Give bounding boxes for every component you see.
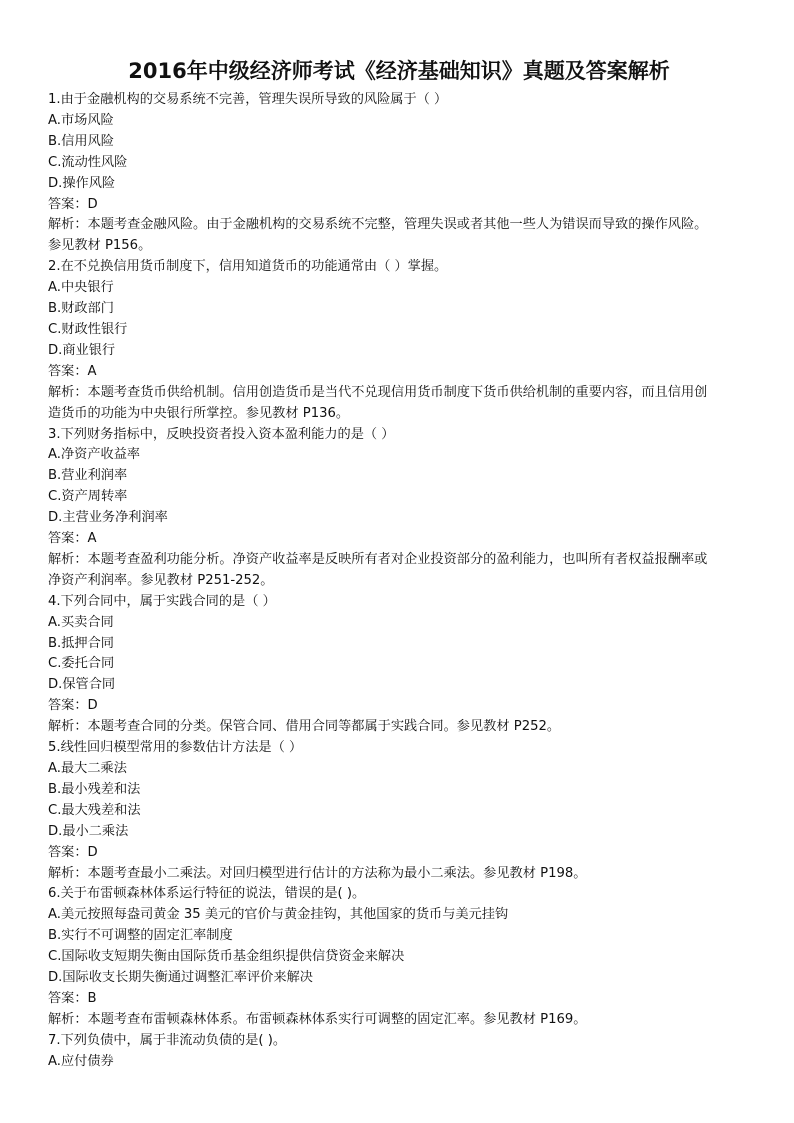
answer-analysis-cont: 造货币的功能为中央银行所掌控。参见教材 P136。 xyxy=(48,405,350,421)
question-block xyxy=(48,884,750,1030)
answer-key: 答案：D xyxy=(48,844,98,860)
answer-analysis-cont: 参见教材 P156。 xyxy=(48,238,152,254)
answer-option: B.营业利润率 xyxy=(48,468,128,484)
answer-key: 答案：B xyxy=(48,990,97,1006)
answer-option: D.保管合同 xyxy=(48,677,116,693)
answer-key: 答案：D xyxy=(48,196,98,212)
answer-option: B.财政部门 xyxy=(48,301,114,317)
answer-option: C.最大残差和法 xyxy=(48,802,141,818)
question-block xyxy=(48,257,750,424)
answer-key: 答案：D xyxy=(48,698,98,714)
answer-analysis: 解析：本题考查合同的分类。保管合同、借用合同等都属于实践合同。参见教材 P252。 xyxy=(48,719,561,735)
answer-key: 答案：A xyxy=(48,531,97,547)
answer-option: B.信用风险 xyxy=(48,133,114,149)
answer-analysis: 解析：本题考查货币供给机制。信用创造货币是当代不兑现信用货币制度下货币供给机制的重要内容，而且信用创 xyxy=(48,384,708,400)
question-block xyxy=(48,1031,750,1073)
answer-analysis-cont: 净资产利润率。参见教材 P251-252。 xyxy=(48,572,274,588)
question-list xyxy=(48,90,750,1073)
answer-option: D.商业银行 xyxy=(48,342,116,358)
document-title: 2016年中级经济师考试《经济基础知识》真题及答案解析 xyxy=(128,59,670,83)
answer-option: A.净资产收益率 xyxy=(48,447,141,463)
answer-option: D.国际收支长期失衡通过调整汇率评价来解决 xyxy=(48,970,313,986)
answer-option: A.中央银行 xyxy=(48,280,114,296)
answer-option: D.主营业务净利润率 xyxy=(48,510,168,526)
answer-option: A.买卖合同 xyxy=(48,614,114,630)
answer-option: A.最大二乘法 xyxy=(48,761,127,776)
answer-option: A.市场风险 xyxy=(48,112,114,128)
question-stem: 4.下列合同中，属于实践合同的是（ ） xyxy=(48,593,276,609)
question-stem: 6.关于布雷顿森林体系运行特征的说法，错误的是( )。 xyxy=(48,886,366,902)
answer-analysis: 解析：本题考查布雷顿森林体系。布雷顿森林体系实行可调整的固定汇率。参见教材 P169。 xyxy=(48,1011,587,1027)
answer-option: C.流动性风险 xyxy=(48,154,128,170)
question-stem: 1.由于金融机构的交易系统不完善，管理失误所导致的风险属于（ ） xyxy=(48,92,448,107)
answer-option: D.操作风险 xyxy=(48,175,116,191)
answer-option: D.最小二乘法 xyxy=(48,823,129,839)
question-stem: 5.线性回归模型常用的参数估计方法是（ ） xyxy=(48,740,303,756)
answer-key: 答案：A xyxy=(48,363,97,379)
answer-option: B.抵押合同 xyxy=(48,635,114,651)
question-stem: 2.在不兑换信用货币制度下，信用知道货币的功能通常由（ ）掌握。 xyxy=(48,259,448,275)
answer-option: A.美元按照每盎司黄金 35 美元的官价与黄金挂钩，其他国家的货币与美元挂钩 xyxy=(48,907,509,923)
question-block xyxy=(48,90,750,257)
answer-option: A.应付债券 xyxy=(48,1053,114,1069)
question-block xyxy=(48,738,750,884)
answer-option: B.实行不可调整的固定汇率制度 xyxy=(48,928,233,944)
answer-analysis: 解析：本题考查金融风险。由于金融机构的交易系统不完整，管理失误或者其他一些人为错误而导致的操作风险。 xyxy=(48,217,708,233)
question-block xyxy=(48,592,750,738)
answer-option: C.财政性银行 xyxy=(48,321,128,337)
answer-option: C.委托合同 xyxy=(48,656,115,672)
answer-analysis: 解析：本题考查盈利功能分析。净资产收益率是反映所有者对企业投资部分的盈利能力，也叫所有者权益报酬率或 xyxy=(48,551,708,567)
question-block xyxy=(48,425,750,592)
answer-option: C.资产周转率 xyxy=(48,489,128,505)
question-stem: 3.下列财务指标中，反映投资者投入资本盈利能力的是（ ） xyxy=(48,426,395,442)
answer-option: C.国际收支短期失衡由国际货币基金组织提供信贷资金来解决 xyxy=(48,949,405,965)
answer-option: B.最小残差和法 xyxy=(48,781,141,797)
answer-analysis: 解析：本题考查最小二乘法。对回归模型进行估计的方法称为最小二乘法。参见教材 P198。 xyxy=(48,865,587,881)
question-stem: 7.下列负债中，属于非流动负债的是( )。 xyxy=(48,1032,287,1048)
